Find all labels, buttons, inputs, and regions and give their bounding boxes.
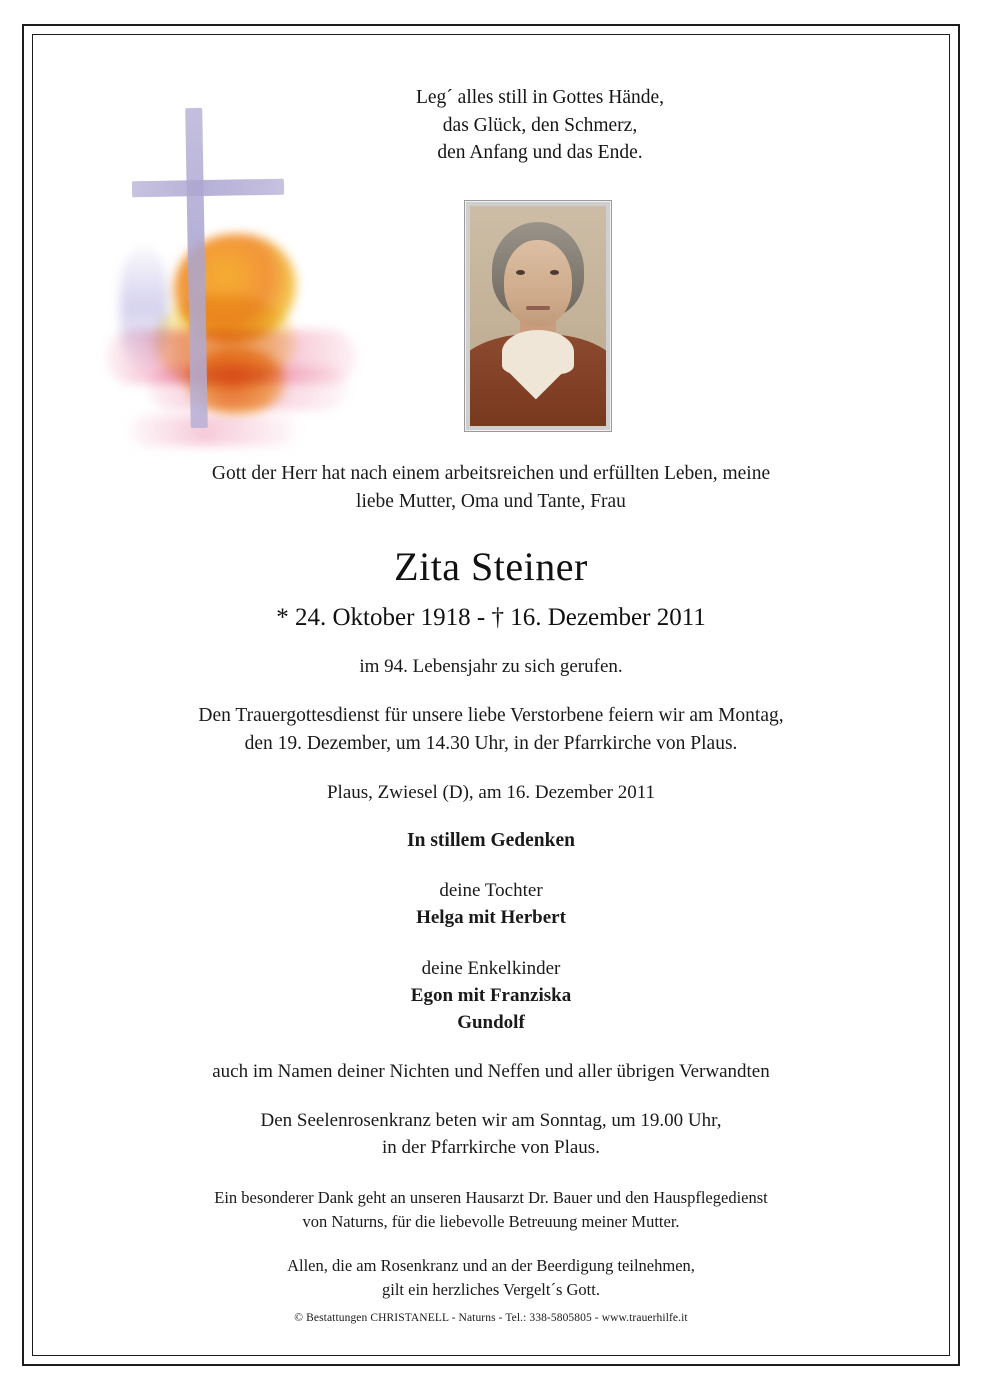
deceased-name: Zita Steiner — [394, 543, 588, 589]
cross-icon-horizontal — [132, 179, 284, 198]
portrait-eye-right — [550, 270, 559, 275]
daughter-group — [100, 878, 882, 932]
grandchildren-names-1: Egon mit Franziska — [410, 984, 572, 1006]
card-content — [60, 60, 922, 1330]
thanks-line-2: von Naturns, für die liebevolle Betreuung meiner Mutter. — [302, 1211, 680, 1231]
grandchildren-label: deine Enkelkinder — [421, 958, 561, 979]
place-and-date: Plaus, Zwiesel (D), am 16. Dezember 2011 — [326, 782, 655, 804]
intro-line-1: Gott der Herr hat nach einem arbeitsreichen und erfüllten Leben, meine — [211, 463, 771, 484]
service-line-2: den 19. Dezember, um 14.30 Uhr, in der Pfarrkirche von Plaus. — [244, 732, 738, 754]
age-line: im 94. Lebensjahr zu sich gerufen. — [359, 655, 623, 677]
closing-line-2: gilt ein herzliches Vergelt´s Gott. — [382, 1279, 600, 1299]
daughter-names: Helga mit Herbert — [416, 907, 566, 929]
verse-block — [340, 84, 740, 167]
birth-death-dates: * 24. Oktober 1918 - † 16. Dezember 2011 — [276, 603, 706, 631]
obituary-text — [100, 460, 882, 1302]
watercolor-pink-stroke-2 — [148, 366, 348, 410]
service-line-1: Den Trauergottesdienst für unsere liebe Verstorbene feiern wir am Montag, — [198, 704, 784, 726]
rosary-line-2: in der Pfarrkirche von Plaus. — [382, 1137, 600, 1159]
relatives-line: auch im Namen deiner Nichten und Neffen und aller übrigen Verwandten — [212, 1060, 770, 1082]
portrait-collar — [502, 330, 574, 374]
intro-line-2: liebe Mutter, Oma und Tante, Frau — [356, 491, 626, 513]
verse-line-3: den Anfang und das Ende. — [437, 142, 643, 164]
rosary-info — [100, 1107, 882, 1162]
portrait-frame — [464, 200, 612, 432]
closing-line-1: Allen, die am Rosenkranz und an der Beerdigung teilnehmen, — [287, 1255, 695, 1275]
grandchildren-names-2: Gundolf — [457, 1011, 525, 1033]
intro-text — [100, 460, 882, 517]
portrait-mouth — [526, 306, 550, 310]
daughter-label: deine Tochter — [439, 880, 543, 902]
watercolor-cross-artwork — [90, 98, 380, 468]
footer-credit: © Bestattungen CHRISTANELL - Naturns - Tel.: 338-5805805 - www.trauerhilfe.it — [294, 1312, 688, 1324]
thanks-text — [100, 1186, 882, 1234]
portrait-eye-left — [516, 270, 525, 275]
portrait-photo — [470, 206, 606, 426]
thanks-line-1: Ein besonderer Dank geht an unseren Hausarzt Dr. Bauer und den Hauspflegedienst — [214, 1188, 768, 1207]
grandchildren-group — [100, 956, 882, 1037]
funeral-service-info — [100, 702, 882, 759]
watercolor-pink-stroke-3 — [128, 416, 298, 446]
rosary-line-1: Den Seelenrosenkranz beten wir am Sonntag, um 19.00 Uhr, — [260, 1109, 722, 1131]
verse-line-1: Leg´ alles still in Gottes Hände, — [415, 87, 665, 108]
remembrance-heading: In stillem Gedenken — [407, 830, 575, 852]
portrait-face — [504, 240, 572, 326]
closing-text — [100, 1254, 882, 1302]
verse-line-2: das Glück, den Schmerz, — [442, 114, 638, 136]
